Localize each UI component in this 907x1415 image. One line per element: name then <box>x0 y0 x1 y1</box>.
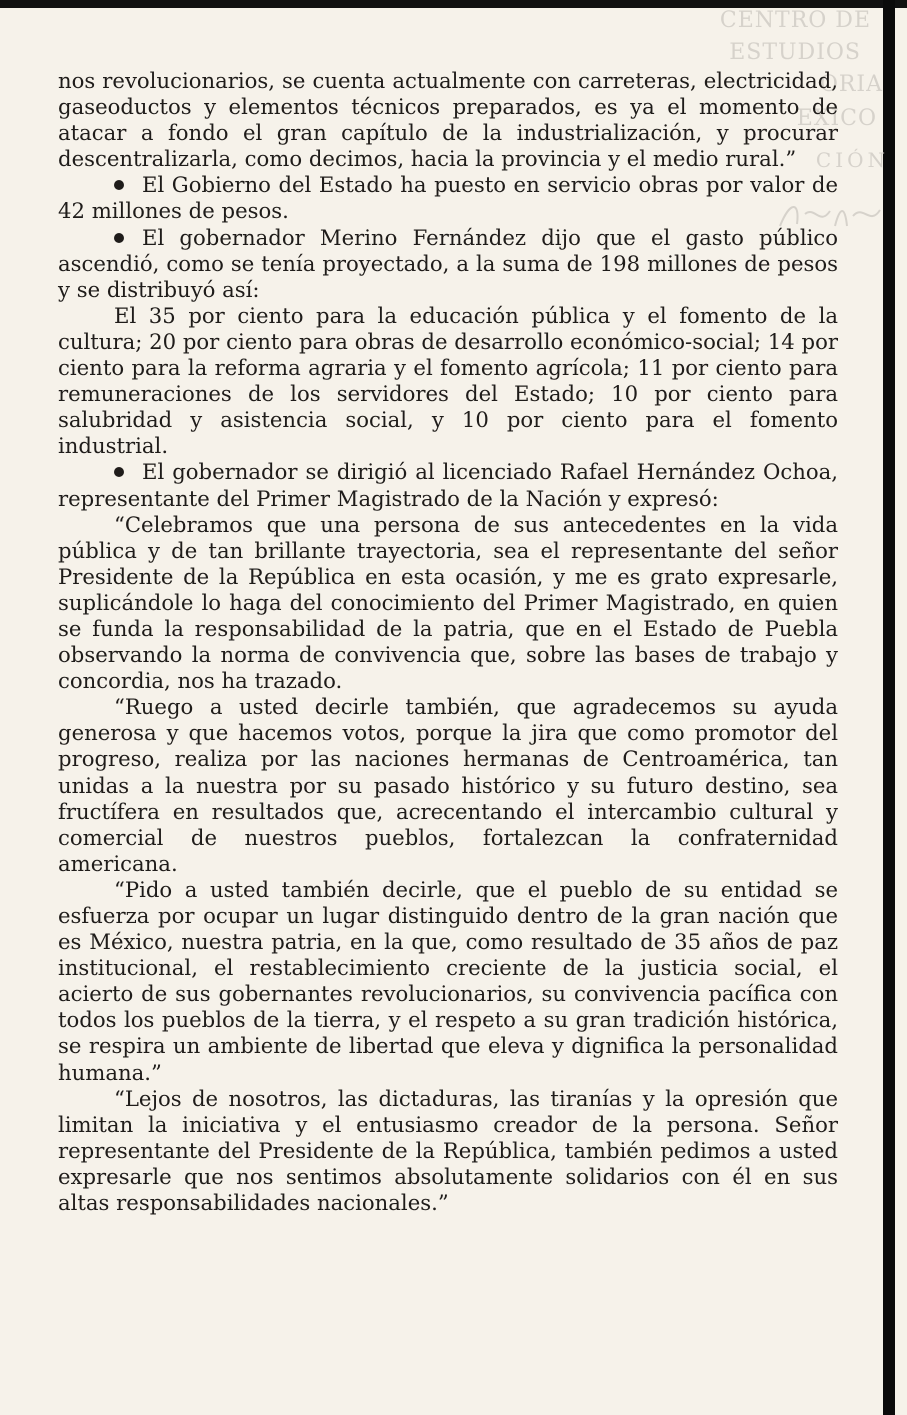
bullet-icon <box>114 233 124 243</box>
watermark-line-4: EXICO <box>796 106 877 131</box>
paragraph-4-text: El gobernador se dirigió al licenciado Rafael Hernández Ochoa, representante del Primer Magistrado de la Nación y expresó: <box>58 459 838 511</box>
paragraph-3: El 35 por ciento para la educación pública y el fomento de la cultura; 20 por ciento para obras de desarrollo económico-social; 14 por ciento para la reforma agraria y el fomento agrícola; 11 por ciento para remuneraciones de los servidores del Estado; 10 por ciento para salubridad y asistencia social, y 10 por ciento para el fomento industrial. <box>58 302 838 459</box>
watermark-line-2: ESTUDIOS <box>729 40 861 65</box>
bullet-paragraph-4 <box>58 459 838 511</box>
watermark-line-5: CIÓN <box>815 148 889 172</box>
bullet-paragraph-2 <box>58 225 838 303</box>
bullet-icon <box>114 180 124 190</box>
watermark-line-3: ORIA <box>819 72 883 97</box>
scan-top-edge <box>0 0 907 8</box>
paragraph-7: “Pido a usted también decirle, que el pueblo de su entidad se esfuerza por ocupar un lugar distinguido dentro de la gran nación que es México, nuestra patria, en la que, como resultado de 35 años de paz institucional, el restablecimiento creciente de la justicia social, el acierto de sus gobernantes revolucionarios, su convivencia pacífica con todos los pueblos de la tierra, y el respeto a su gran tradición histórica, se respira un ambiente de libertad que eleva y dignifica la personalidad humana.” <box>58 876 838 1085</box>
paragraph-1-text: El Gobierno del Estado ha puesto en servicio obras por valor de 42 millones de pesos. <box>58 172 838 224</box>
paragraph-6: “Ruego a usted decirle también, que agradecemos su ayuda generosa y que hacemos votos, porque la jira que como promotor del progreso, realiza por las naciones hermanas de Centroamérica, tan unidas a la nuestra por su pasado histórico y su futuro destino, sea fructífera en resultados que, acrecentando el intercambio cultural y comercial de nuestros pueblos, fortalezcan la confraternidad americana. <box>58 694 838 876</box>
bullet-paragraph-1 <box>58 172 838 224</box>
watermark-line-1: CENTRO DE <box>719 8 871 33</box>
paragraph-8: “Lejos de nosotros, las dictaduras, las tiranías y la opresión que limitan la iniciativa y el entusiasmo creador de la persona. Señor representante del Presidente de la República, también pedimos a usted expresarle que nos sentimos absolutamente solidarios con él en sus altas responsabilidades nacionales.” <box>58 1085 838 1216</box>
paragraph-5: “Celebramos que una persona de sus antecedentes en la vida pública y de tan brillante trayectoria, sea el representante del señor Presidente de la República en esta ocasión, y me es grato expresarle, suplicándole lo haga del conocimiento del Primer Magistrado, en quien se funda la responsabilidad de la patria, que en el Estado de Puebla observando la norma de convivencia que, sobre las bases de trabajo y concordia, nos ha trazado. <box>58 511 838 694</box>
bullet-icon <box>114 467 124 477</box>
paragraph-2-text: El gobernador Merino Fernández dijo que el gasto público ascendió, como se tenía proyectado, a la suma de 198 millones de pesos y se distribuyó así: <box>58 224 838 302</box>
body-text <box>58 68 838 1216</box>
paragraph-0: nos revolucionarios, se cuenta actualmente con carreteras, electricidad, gaseoductos y elementos técnicos preparados, es ya el momento de atacar a fondo el gran capítulo de la industrialización, y procurar descentralizarla, como decimos, hacia la provincia y el medio rural.” <box>58 68 838 172</box>
